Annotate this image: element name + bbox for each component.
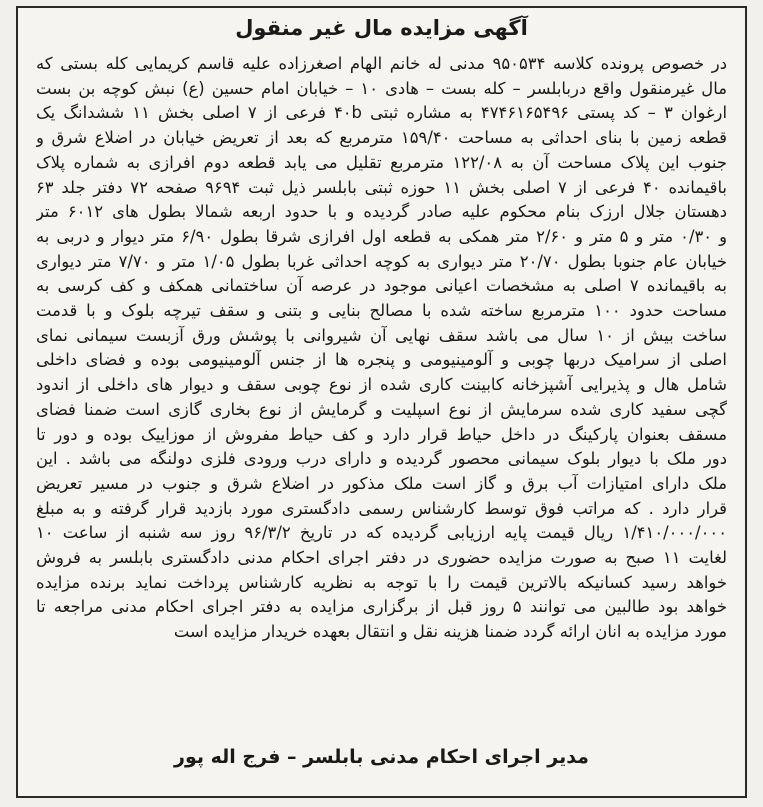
body-line: ۱/۴۱۰/۰۰۰/۰۰۰ ریال قیمت پایه ارزیابی گردیده که در تاریخ ۹۶/۳/۲ روز سه شنبه از ساعت ۱۰ — [36, 523, 727, 543]
body-line: ملک دارای امتیازات آب برق و گاز است ملک مذکور در اضلاع شرق و جنوب در مسیر تعریض — [36, 473, 727, 493]
body-line: مساحت حدود ۱۰۰ مترمربع ساخته شده با مصالح بنایی و بتنی و سقف تیرچه بلوک و با قدمت — [36, 301, 727, 321]
body-line: قطعه زمین با بنای احداثی به مساحت ۱۵۹/۴۰ مترمربع که بعد از تعریض خیابان در اضلاع شرق و — [36, 128, 727, 148]
body-line: شامل هال و پذیرایی آشپزخانه کابینت کاری شده از نوع چوبی سقف و دیوار های داخلی از اندود — [36, 375, 727, 395]
body-line: به باقیمانده ۷ اصلی به مشخصات اعیانی موجود در عرصه آن ساختمانی همکف و کف کرسی به — [36, 276, 727, 296]
body-line: خواهد رسید کسانیکه بالاترین قیمت را با توجه به نظریه کارشناس پرداخت نماید برنده مزایده — [36, 572, 727, 592]
body-line: و ۰/۳۰ متر و ۵ متر و ۲/۶۰ متر همکی به قطعه اول افرازی شرقا بطول ۶/۹۰ متر دیوار و دربی به — [36, 226, 727, 246]
body-line: در خصوص پرونده کلاسه ۹۵۰۵۳۴ مدنی له خانم الهام اصغرزاده علیه قاسم کریمایی کله بستی که — [36, 54, 727, 73]
body-line: خواهد بود طالبین می توانند ۵ روز قبل از برگزاری مزایده به دفتر اجرای احکام مدنی مراجعه تا — [36, 597, 727, 617]
body-line: ساخت بیش از ۱۰ سال می باشد سقف نهایی آن شیروانی با پوشش ورق آزبست سیمانی نمای — [36, 325, 727, 345]
body-line: مورد مزایده به انان ارائه گردد ضمنا هزینه نقل و انتقال بعهده خریدار مزایده است — [173, 622, 727, 642]
body-line: خیابان عام جنوبا بطول ۲۰/۷۰ متر دیواری به کوچه احداثی غربا بطول ۱/۰۵ متر و ۷/۷۰ متر دیواری — [36, 251, 727, 271]
signature: مدیر اجرای احکام مدنی بابلسر – فرج اله پور — [174, 746, 589, 768]
body-line: لغایت ۱۱ صبح به صورت مزایده حضوری در دفتر اجرای احکام مدنی دادگستری بابلسر به فروش — [36, 548, 727, 568]
body-line: گچی سفید کاری شده سرمایش از نوع اسپلیت و گرمایش از نوع بخاری گازی است ضمنا فضای — [36, 399, 727, 419]
body-line: مال غیرمنقول واقع دربابلسر – کله بست – هادی ۱۰ – خیابان امام حسین (ع) نبش کوچه بن بست — [36, 78, 727, 98]
notice-title: آگهی مزایده مال غیر منقول — [235, 16, 528, 40]
notice-body — [36, 52, 727, 645]
body-line: قرار دارد . که مراتب فوق توسط کارشناس رسمی دادگستری مورد بازدید قرار گرفته و به مبلغ — [36, 498, 727, 518]
notice-frame — [16, 6, 747, 798]
body-line: دهستان جلال ارزک بنام محکوم علیه صادر گردیده و با حدود اربعه شمالا بطول های ۶۰۱۲ متر — [36, 202, 727, 222]
body-line: ارغوان ۳ – کد پستی ۴۷۴۶۱۶۵۴۹۶ به مشاره ثبتی ۴۰b فرعی از ۷ اصلی بخش ۱۱ ششدانگ یک — [36, 103, 727, 123]
body-line: جنوب این پلاک مساحت آن به ۱۲۲/۰۸ مترمربع تقلیل می یابد قطعه دوم افرازی به شماره پلاک — [36, 152, 727, 172]
body-line: مسقف بعنوان پارکینگ در داخل حیاط قرار دارد و کف حیاط مفروش از موزاییک بوده و دور تا — [36, 424, 727, 444]
body-line: اصلی از سرامیک دربها چوبی و آلومینیومی و پنجره ها از جنس آلومینیومی بوده و فضای داخلی — [36, 350, 727, 370]
body-line: دور ملک با دیوار بلوک سیمانی محصور گردیده و دارای درب ورودی فلزی دولنگه می باشد . این — [36, 449, 727, 469]
body-line: باقیمانده ۴۰ فرعی از ۷ اصلی بخش ۱۱ حوزه ثبتی بابلسر ذیل ثبت ۹۶۹۴ صفحه ۷۲ دفتر جلد ۶۳ — [36, 177, 727, 197]
